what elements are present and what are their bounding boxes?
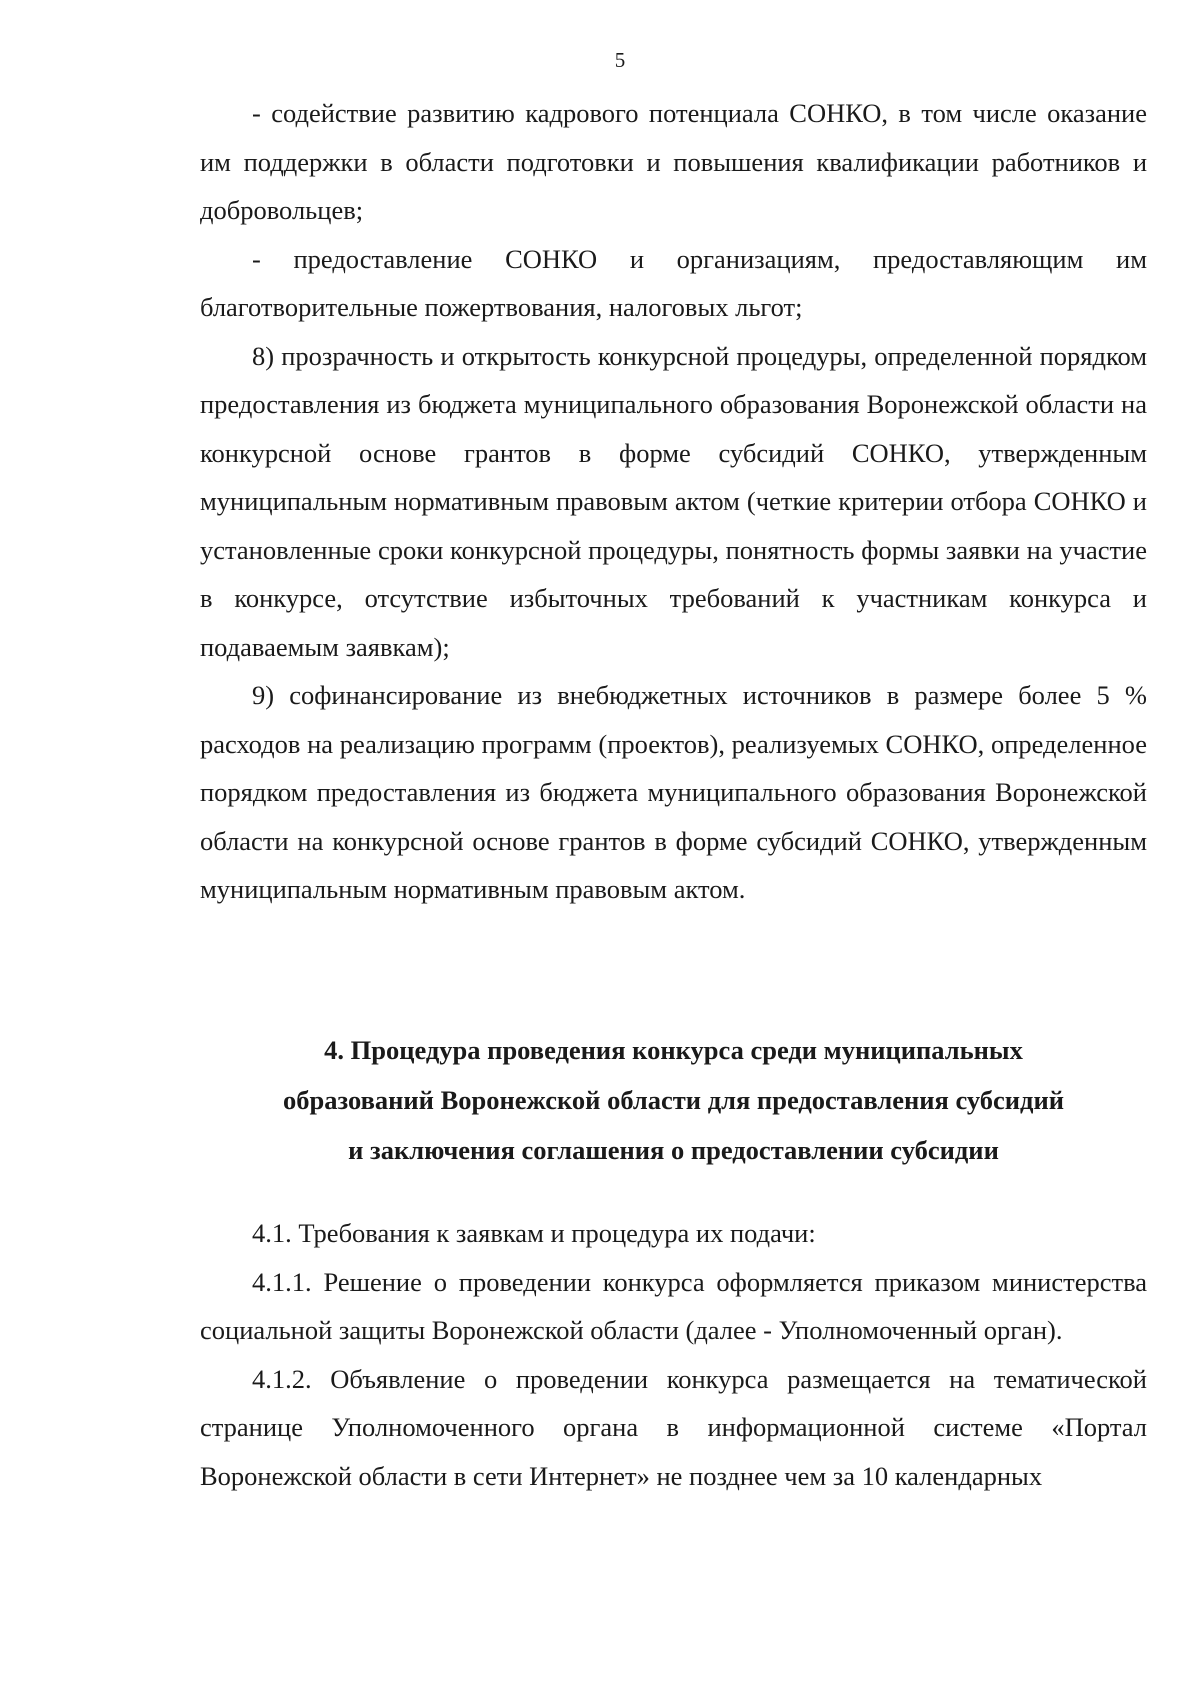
- page-number: 5: [614, 48, 626, 72]
- body-text-top: [200, 89, 1147, 914]
- paragraph-staff-support: - содействие развитию кадрового потенциала СОНКО, в том числе оказание им поддержки в области подготовки и повышения квалификации работников и добровольцев;: [200, 98, 1147, 225]
- paragraph-tax-benefits: - предоставление СОНКО и организациям, предоставляющим им благотворительные пожертвования, налоговых льгот;: [200, 243, 1147, 322]
- paragraph-item-8-transparency: 8) прозрачность и открытость конкурсной процедуры, определенной порядком предоставления из бюджета муниципального образования Воронежской области на конкурсной основе грантов в форме субсидий СОНКО, утвержденным муниципальным нормативным правовым актом (четкие критерии отбора СОНКО и установленные сроки конкурсной процедуры, понятность формы заявки на участие в конкурсе, отсутствие избыточных требований к участникам конкурса и подаваемым заявкам);: [200, 340, 1147, 662]
- paragraph-item-9-cofinancing: 9) софинансирование из внебюджетных источников в размере более 5 % расходов на реализацию программ (проектов), реализуемых СОНКО, определенное порядком предоставления из бюджета муниципального образования Воронежской области на конкурсной основе грантов в форме субсидий СОНКО, утвержденным муниципальным нормативным правовым актом.: [200, 680, 1147, 904]
- paragraph-4-1-1: 4.1.1. Решение о проведении конкурса оформляется приказом министерства социальной защиты Воронежской области (далее - Уполномоченный орган).: [200, 1266, 1147, 1345]
- section-heading-line: 4. Процедура проведения конкурса среди муниципальных: [324, 1035, 1023, 1065]
- paragraph-4-1: 4.1. Требования к заявкам и процедура их подачи:: [252, 1218, 816, 1248]
- section-heading-line: образований Воронежской области для предоставления субсидий: [283, 1085, 1064, 1115]
- section-4-heading: [200, 1025, 1147, 1175]
- body-text-bottom: [200, 1209, 1147, 1500]
- paragraph-4-1-2: 4.1.2. Объявление о проведении конкурса размещается на тематической странице Уполномоченного органа в информационной системе «Портал Воронежской области в сети Интернет» не позднее чем за 10 календарных: [200, 1363, 1147, 1491]
- section-heading-line: и заключения соглашения о предоставлении субсидии: [348, 1135, 999, 1165]
